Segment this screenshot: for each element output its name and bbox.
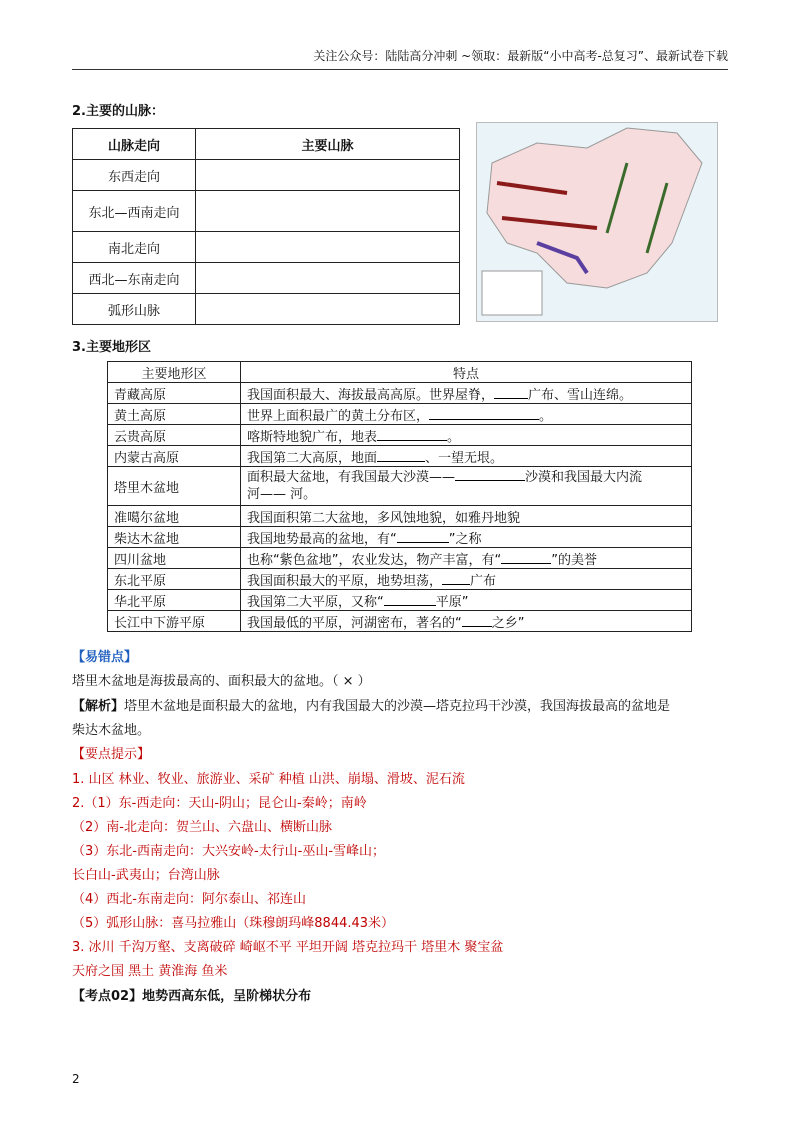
tip-line: 1. 山区 林业、牧业、旅游业、采矿 种植 山洪、崩塌、滑坡、泥石流 (72, 772, 465, 787)
feature-text: 、一望无垠。 (425, 450, 504, 466)
fill-blank[interactable] (455, 480, 525, 481)
answer-cell[interactable] (196, 263, 460, 294)
feature-text: 世界上面积最广的黄土分布区， (247, 408, 430, 424)
tip-line: 3. 冰川 千沟万壑、支离破碎 崎岖不平 平坦开阔 塔克拉玛干 塔里木 聚宝盆 (72, 940, 504, 955)
tips-title: 【要点提示】 (72, 747, 151, 762)
landform-name: 内蒙古高原 (108, 446, 241, 467)
header-rule (72, 69, 728, 70)
feature-text: 广布 (470, 573, 497, 589)
landform-name: 黄土高原 (108, 404, 241, 425)
fill-blank[interactable] (384, 605, 436, 606)
landform-table (107, 361, 692, 632)
tip-line: （4）西北-东南走向：阿尔泰山、祁连山 (72, 892, 306, 907)
fill-blank[interactable] (442, 584, 470, 585)
answer-cell[interactable] (196, 294, 460, 325)
error-statement: 塔里木盆地是海拔最高的、面积最大的盆地。（ × ） (72, 674, 371, 689)
fill-blank[interactable] (377, 440, 447, 441)
feature-text: 我国第二大平原，又称“ (247, 594, 384, 610)
feature-text: 也称“紫色盆地”，农业发达，物产丰富，有“ (247, 552, 502, 568)
tip-line: （2）南-北走向：贺兰山、六盘山、横断山脉 (72, 820, 332, 835)
tip-line: （5）弧形山脉：喜马拉雅山（珠穆朗玛峰8844.43米） (72, 916, 395, 931)
feature-text: 我国最低的平原，河湖密布，著名的“ (247, 615, 462, 631)
row-label: 东北—西南走向 (73, 191, 196, 232)
china-mountain-map (476, 122, 718, 322)
feature-text: 我国面积最大的平原，地势坦荡， (247, 573, 443, 589)
analysis-text: 柴达木盆地。 (72, 723, 151, 738)
tip-line: 天府之国 黑土 黄淮海 鱼米 (72, 964, 228, 979)
tip-line: 2.（1）东-西走向：天山-阴山；昆仑山-秦岭；南岭 (72, 796, 367, 811)
col-header: 特点 (241, 362, 692, 383)
feature-text: 我国面积第二大盆地，多风蚀地貌，如雅丹地貌 (247, 510, 521, 526)
row-label: 西北—东南走向 (73, 263, 196, 294)
feature-text: 我国面积最大、海拔最高高原。世界屋脊， (247, 387, 495, 403)
col-header: 山脉走向 (73, 129, 196, 160)
landform-name: 青藏高原 (108, 383, 241, 404)
landform-name: 准噶尔盆地 (108, 506, 241, 527)
fill-blank[interactable] (501, 563, 551, 564)
section-3-title: 3.主要地形区 (72, 340, 151, 355)
fill-blank[interactable] (429, 419, 539, 420)
row-label: 南北走向 (73, 232, 196, 263)
row-label: 弧形山脉 (73, 294, 196, 325)
feature-text: 。 (539, 408, 553, 424)
fill-blank[interactable] (494, 398, 528, 399)
landform-name: 柴达木盆地 (108, 527, 241, 548)
feature-text: 喀斯特地貌广布，地表 (247, 429, 378, 445)
landform-name: 长江中下游平原 (108, 611, 241, 632)
row-label: 东西走向 (73, 160, 196, 191)
answer-cell[interactable] (196, 160, 460, 191)
feature-text: 面积最大盆地，有我国最大沙漠—— (247, 470, 456, 485)
answer-cell[interactable] (196, 232, 460, 263)
fill-blank[interactable] (397, 542, 449, 543)
feature-text: 广布、雪山连绵。 (528, 387, 633, 403)
feature-text: ”的美誉 (551, 552, 597, 568)
map-graphic (477, 123, 717, 321)
section-2-title: 2.主要的山脉： (72, 104, 164, 119)
analysis-text: 塔里木盆地是面积最大的盆地，内有我国最大的沙漠—塔克拉玛干沙漠，我国海拔最高的盆地是 (124, 699, 671, 714)
feature-text: 河—— 河。 (247, 487, 317, 502)
analysis-label: 【解析】 (72, 699, 125, 714)
tip-line: （3）东北-西南走向：大兴安岭-太行山-巫山-雪峰山； (72, 844, 386, 859)
landform-name: 东北平原 (108, 569, 241, 590)
feature-text: 我国地势最高的盆地，有“ (247, 531, 397, 547)
col-header: 主要地形区 (108, 362, 241, 383)
fill-blank[interactable] (462, 626, 492, 627)
landform-name: 塔里木盆地 (108, 467, 241, 506)
page-number: 2 (72, 1072, 80, 1086)
feature-text: 我国第二大高原，地面 (247, 450, 378, 466)
error-title: 【易错点】 (72, 650, 138, 665)
feature-text: 。 (447, 429, 461, 445)
landform-name: 云贵高原 (108, 425, 241, 446)
fill-blank[interactable] (377, 461, 425, 462)
col-header: 主要山脉 (196, 129, 460, 160)
answer-cell[interactable] (196, 191, 460, 232)
feature-text: ”之称 (448, 531, 482, 547)
feature-text: 之乡” (491, 615, 525, 631)
feature-text: 沙漠和我国最大内流 (525, 470, 643, 485)
tip-line: 长白山-武夷山；台湾山脉 (72, 868, 220, 883)
landform-name: 四川盆地 (108, 548, 241, 569)
feature-text: 平原” (435, 594, 469, 610)
mountain-table (72, 128, 460, 325)
kaodian-title: 【考点02】地势西高东低，呈阶梯状分布 (72, 989, 312, 1004)
landform-name: 华北平原 (108, 590, 241, 611)
page-header: 关注公众号：陆陆高分冲刺 ~领取：最新版“小中高考-总复习”、最新试卷下载 (313, 49, 728, 63)
